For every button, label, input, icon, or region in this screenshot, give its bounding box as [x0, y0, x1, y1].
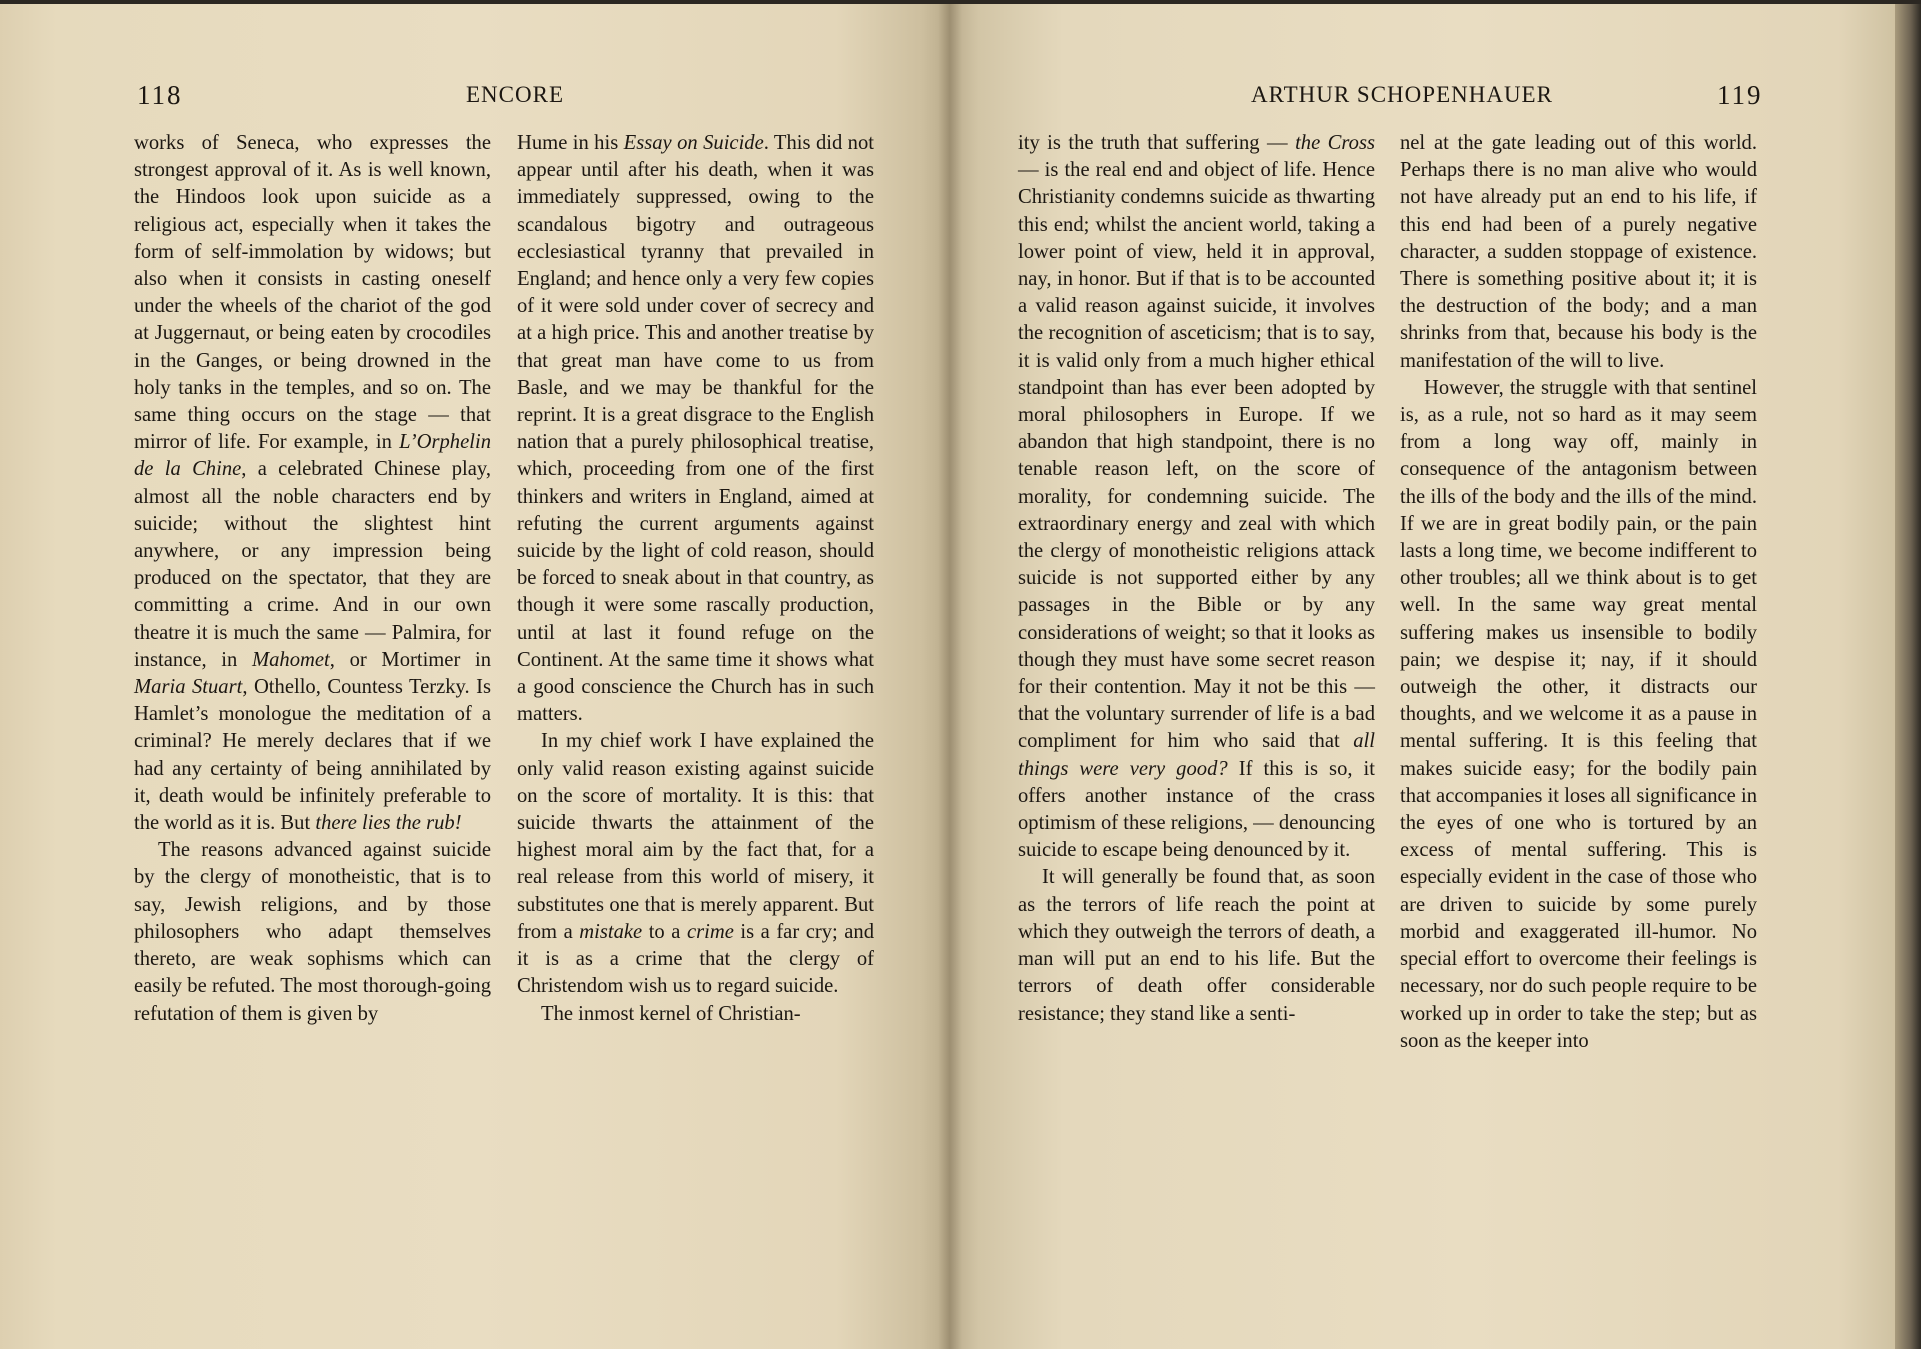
right-page-column-2 [1400, 130, 1757, 1055]
page-number-right: 119 [1717, 80, 1763, 110]
paragraph: The reasons advanced against suicide by the clergy of monotheistic, that is to say, Jewish religions, and by those philosophers who adapt themselves thereto, are weak sophisms which can easily be refuted. The most thorough-going refutation of them is given by [134, 839, 491, 1025]
paragraph: However, the struggle with that sentinel is, as a rule, not so hard as it may seem from a long way off, mainly in consequence of the antagonism between the ills of the body and the ills of the mind. If we are in great bodily pain, or the pain lasts a long time, we become indifferent to other troubles; all we think about is to get well. In the same way great mental suffering makes us insensible to bodily pain; we despise it; nay, if it should outweigh the other, it distracts our thoughts, and we welcome it as a pause in mental suffering. It is this feeling that makes suicide easy; for the bodily pain that accompanies it loses all significance in the eyes of one who is tortured by an excess of mental suffering. This is especially evident in the case of those who are driven to suicide by some purely morbid and exaggerated ill-humor. No special effort to overcome their feelings is necessary, nor do such people require to be worked up in order to take the step; but as soon as the keeper into [1400, 376, 1757, 1052]
paragraph: In my chief work I have explained the only valid reason existing against suicide on the score of mortality. It is this: that suicide thwarts the attainment of the highest moral aim by the fact that, for a real release from this world of misery, it substitutes one that is merely apparent. But from a mistake to a crime is a far cry; and it is as a crime that the clergy of Christendom wish us to regard suicide. [517, 730, 875, 998]
running-head-left: ENCORE [466, 82, 564, 107]
page-edge [1895, 4, 1921, 1349]
right-page [950, 4, 1895, 1349]
paragraph: works of Seneca, who expresses the strongest approval of it. As is well known, the Hindoos look upon suicide as a religious act, especially when it takes the form of self-immolation by widows; but also when it consists in casting oneself under the wheels of the chariot of the god at Juggernaut, or being eaten by crocodiles in the Ganges, or being drowned in the holy tanks in the temples, and so on. The same thing occurs on the stage — that mirror of life. For example, in L’Orphelin de la Chine, a celebrated Chinese play, almost all the noble characters end by suicide; without the slightest hint anywhere, or any impression being produced on the spectator, that they are committing a crime. And in our own theatre it is much the same — Palmira, for instance, in Mahomet, or Mortimer in Maria Stuart, Othello, Countess Terzky. Is Hamlet’s monologue the meditation of a criminal? He merely declares that if we had any certainty of being annihilated by it, death would be infinitely preferable to the world as it is. But there lies the rub! [134, 132, 491, 835]
page-number-left: 118 [137, 80, 183, 110]
running-head-right: ARTHUR SCHOPENHAUER [1251, 82, 1553, 107]
left-page [0, 4, 950, 1349]
book-spread [0, 4, 1921, 1349]
paragraph: nel at the gate leading out of this world. Perhaps there is no man alive who would not have already put an end to his life, if this end had been of a purely negative character, a sudden stoppage of existence. There is something positive about it; it is the destruction of the body; and a man shrinks from that, because his body is the manifestation of the will to live. [1400, 132, 1757, 372]
paragraph: The inmost kernel of Christian- [541, 1002, 801, 1025]
right-page-column-1 [1018, 130, 1375, 1028]
paragraph: It will generally be found that, as soon as the terrors of life reach the point at which they outweigh the terrors of death, a man will put an end to his life. But the terrors of death offer considerable resistance; they stand like a senti- [1018, 866, 1375, 1025]
book-gutter [938, 4, 962, 1349]
left-page-column-1 [134, 130, 491, 1028]
left-page-column-2 [517, 130, 874, 1028]
paragraph: ity is the truth that suffering — the Cross — is the real end and object of life. Hence Christianity condemns suicide as thwarting this end; whilst the ancient world, taking a lower point of view, held it in approval, nay, in honor. But if that is to be accounted a valid reason against suicide, it involves the recognition of asceticism; that is to say, it is valid only from a much higher ethical standpoint than has ever been adopted by moral philosophers in Europe. If we abandon that high standpoint, there is no tenable reason left, on the score of morality, for condemning suicide. The extraordinary energy and zeal with which the clergy of monotheistic religions attack suicide is not supported either by any passages in the Bible or by any considerations of weight; so that it looks as though they must have some secret reason for their contention. May it not be this — that the voluntary surrender of life is a bad compliment for him who said that all things were very good? If this is so, it offers another instance of the crass optimism of these religions, — denouncing suicide to escape being denounced by it. [1018, 132, 1375, 862]
paragraph: Hume in his Essay on Suicide. This did not appear until after his death, when it was immediately suppressed, owing to the scandalous bigotry and outrageous ecclesiastical tyranny that prevailed in England; and hence only a very few copies of it were sold under cover of secrecy and at a high price. This and another treatise by that great man have come to us from Basle, and we may be thankful for the reprint. It is a great disgrace to the English nation that a purely philosophical treatise, which, proceeding from one of the first thinkers and writers in England, aimed at refuting the current arguments against suicide by the light of cold reason, should be forced to sneak about in that country, as though it were some rascally production, until at last it found refuge on the Continent. At the same time it shows what a good conscience the Church has in such matters. [517, 132, 875, 726]
